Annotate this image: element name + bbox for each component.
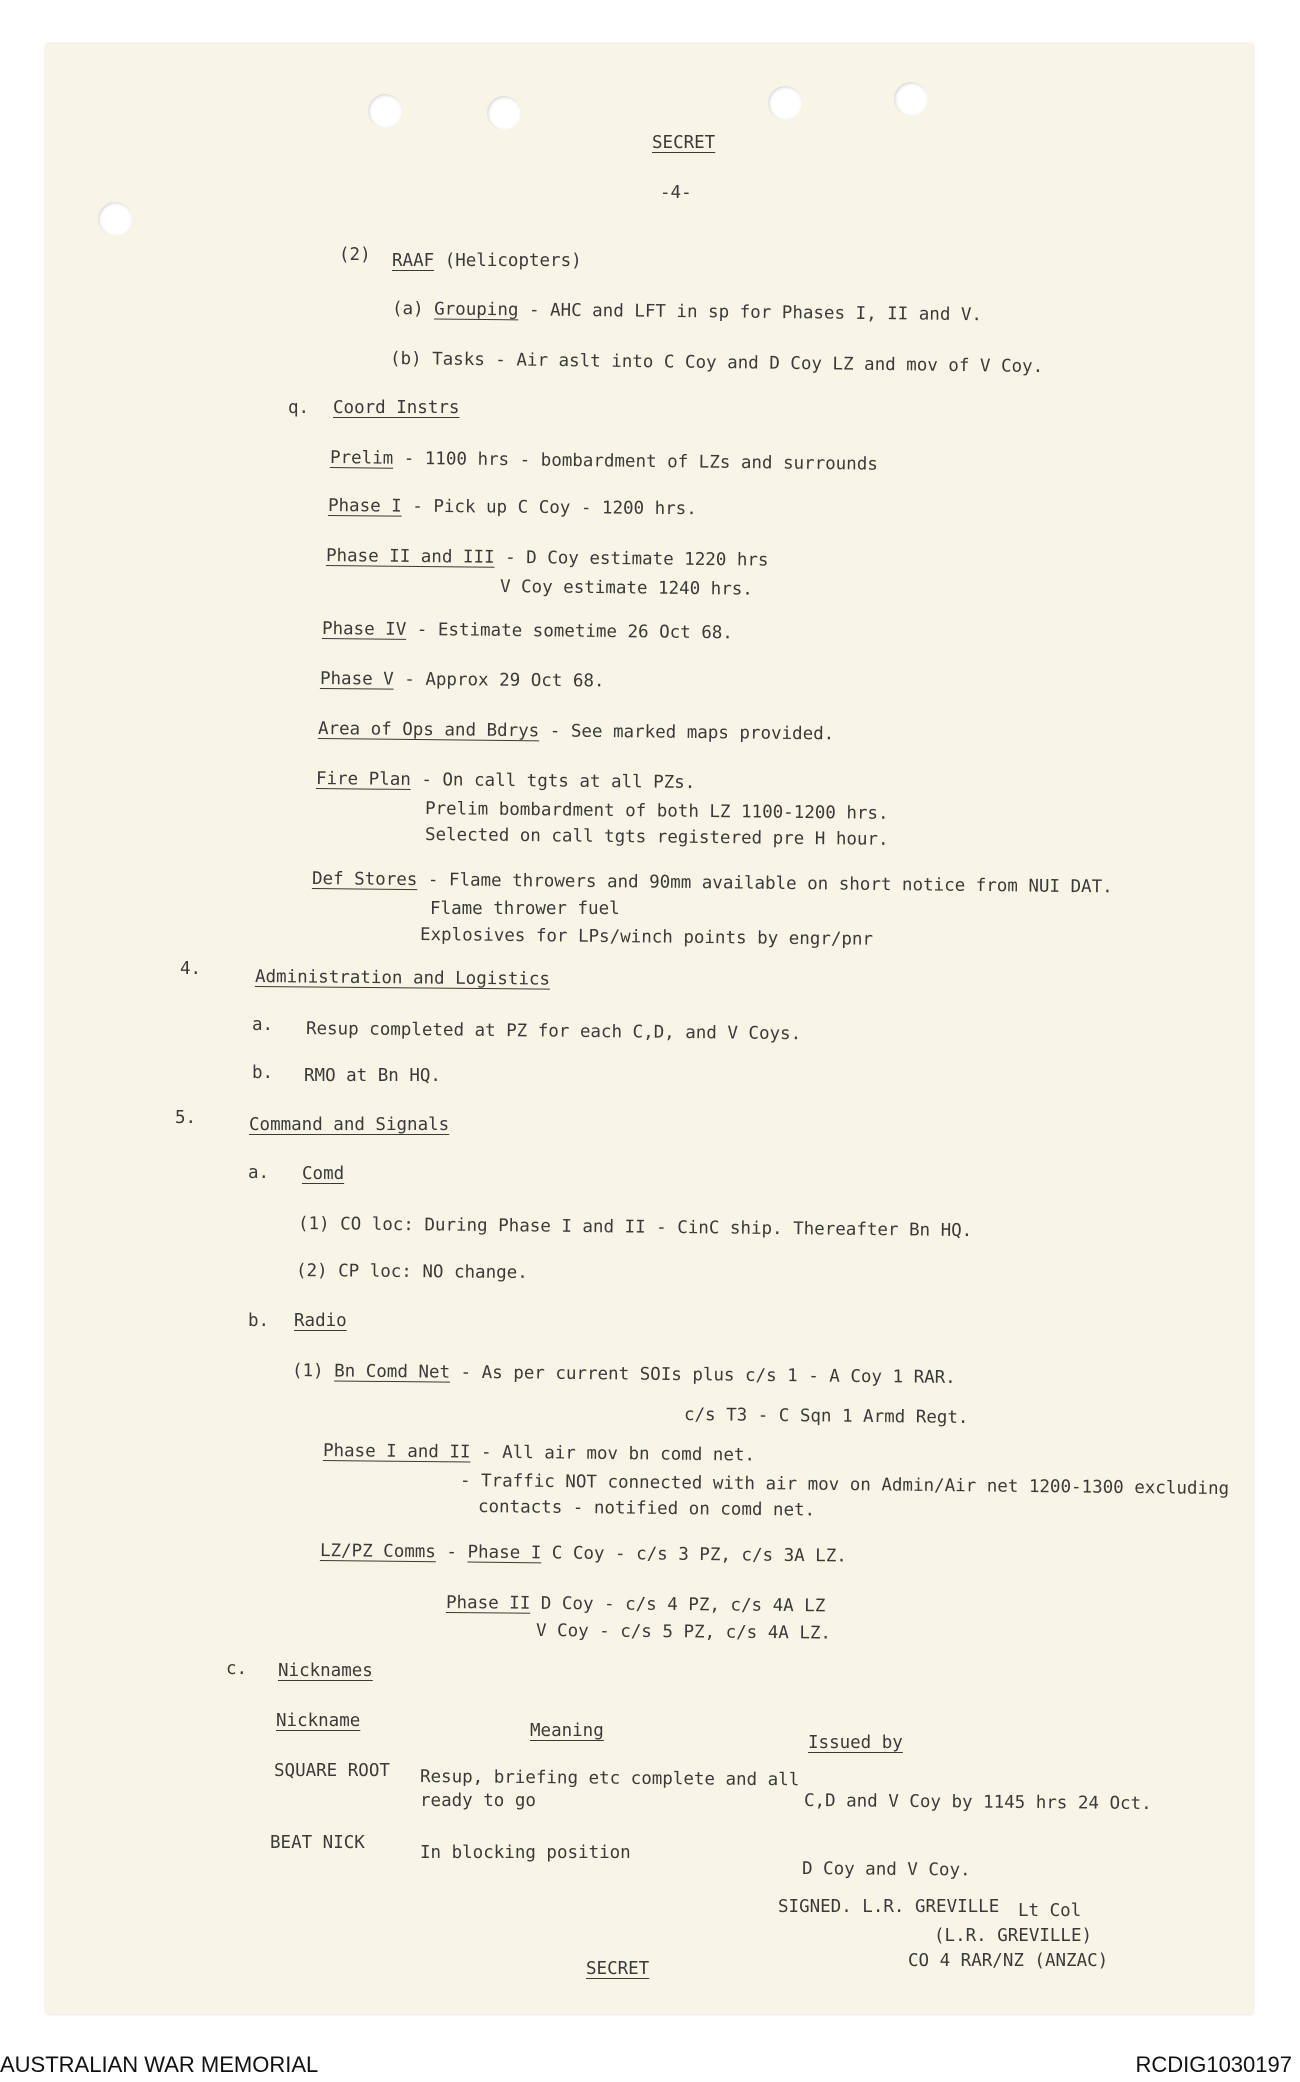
nickname-row-2-meaning: In blocking position <box>420 1843 631 1863</box>
radio-lz-phase-2-line2: V Coy - c/s 5 PZ, c/s 4A LZ. <box>535 1621 832 1644</box>
coord-item-def-stores-line3: Explosives for LPs/winch points by engr/pnr <box>419 925 874 950</box>
command-title: Command and Signals <box>249 1115 450 1135</box>
coord-item-phase-2-3-line2: V Coy estimate 1240 hrs. <box>499 577 753 600</box>
nickname-row-1-issued-by: C,D and V Coy by 1145 hrs 24 Oct. <box>803 1791 1152 1815</box>
admin-a-text: Resup completed at PZ for each C,D, and V Coys. <box>305 1019 802 1045</box>
comd-title: Comd <box>302 1164 345 1184</box>
page-number: -4- <box>660 183 692 203</box>
radio-bn-comd-net: (1) Bn Comd Net - As per current SOIs plus c/s 1 - A Coy 1 RAR. <box>291 1361 956 1388</box>
signature-name: (L.R. GREVILLE) <box>934 1926 1093 1946</box>
admin-b-letter: b. <box>252 1063 274 1083</box>
coord-item-phase-2-3: Phase II and III - D Coy estimate 1220 hrs <box>325 546 769 571</box>
footer-record-id: RCDIG1030197 <box>1135 2052 1292 2077</box>
nickname-row-1-meaning: Resup, briefing etc complete and all <box>419 1767 800 1791</box>
radio-bn-comd-net-line2: c/s T3 - C Sqn 1 Armd Regt. <box>683 1405 969 1428</box>
nicknames-header-meaning: Meaning <box>530 1721 604 1741</box>
punch-hole <box>768 86 802 120</box>
coord-item-def-stores: Def Stores - Flame throwers and 90mm available on short notice from NUI DAT. <box>311 869 1113 898</box>
nickname-row-2-name: BEAT NICK <box>270 1833 365 1853</box>
admin-b-text: RMO at Bn HQ. <box>304 1066 441 1086</box>
comd-item-1: (1) CO loc: During Phase I and II - CinC ship. Thereafter Bn HQ. <box>297 1214 973 1242</box>
punch-hole <box>368 94 402 128</box>
radio-lz-pz-comms: LZ/PZ Comms - Phase I C Coy - c/s 3 PZ, c/s 3A LZ. <box>319 1541 847 1567</box>
raaf-heading: RAAF (Helicopters) <box>392 251 582 271</box>
punch-hole <box>487 96 521 130</box>
admin-number: 4. <box>180 959 202 979</box>
classification-top: SECRET <box>652 133 716 153</box>
radio-title: Radio <box>294 1311 347 1331</box>
comd-item-2: (2) CP loc: NO change. <box>295 1261 528 1284</box>
signature-signed: SIGNED. L.R. GREVILLE <box>778 1897 1000 1917</box>
coord-item-area-ops: Area of Ops and Bdrys - See marked maps provided. <box>317 719 835 745</box>
raaf-grouping: (a) Grouping - AHC and LFT in sp for Phases I, II and V. <box>391 299 983 326</box>
comd-letter: a. <box>248 1163 270 1183</box>
raaf-number: (2) <box>339 245 371 265</box>
coord-letter: q. <box>288 398 310 418</box>
signature-unit: CO 4 RAR/NZ (ANZAC) <box>908 1951 1109 1971</box>
radio-phase-1-2-line3: contacts - notified on comd net. <box>477 1497 816 1521</box>
coord-title: Coord Instrs <box>333 398 460 418</box>
radio-lz-phase-2: Phase II D Coy - c/s 4 PZ, c/s 4A LZ <box>445 1593 826 1617</box>
admin-a-letter: a. <box>252 1015 274 1035</box>
admin-title: Administration and Logistics <box>254 967 551 990</box>
command-number: 5. <box>175 1108 197 1128</box>
nickname-row-1-name: SQUARE ROOT <box>274 1761 390 1781</box>
footer-archive-name: AUSTRALIAN WAR MEMORIAL <box>0 2052 319 2077</box>
punch-hole <box>894 82 928 116</box>
nicknames-header-issued-by: Issued by <box>808 1733 903 1753</box>
coord-item-prelim: Prelim - 1100 hrs - bombardment of LZs and surrounds <box>329 448 878 475</box>
nicknames-header-nickname: Nickname <box>276 1711 361 1731</box>
classification-bottom: SECRET <box>586 1959 650 1979</box>
raaf-tasks: (b) Tasks - Air aslt into C Coy and D Coy LZ and mov of V Coy. <box>389 349 1044 377</box>
radio-phase-1-2-line2: - Traffic NOT connected with air mov on Admin/Air net 1200-1300 excluding <box>459 1471 1230 1500</box>
signature-rank: Lt Col <box>1018 1901 1082 1921</box>
radio-letter: b. <box>248 1311 270 1331</box>
coord-item-fire-plan: Fire Plan - On call tgts at all PZs. <box>315 769 696 793</box>
nicknames-letter: c. <box>226 1659 248 1679</box>
nickname-row-2-issued-by: D Coy and V Coy. <box>801 1859 971 1881</box>
coord-item-phase-4: Phase IV - Estimate sometime 26 Oct 68. <box>321 619 734 644</box>
radio-phase-1-2: Phase I and II - All air mov bn comd net. <box>322 1441 756 1466</box>
coord-item-fire-plan-line2: Prelim bombardment of both LZ 1100-1200 hrs. <box>424 799 889 824</box>
coord-item-fire-plan-line3: Selected on call tgts registered pre H hour. <box>424 825 889 850</box>
punch-hole <box>98 202 132 236</box>
nickname-row-1-meaning-line2: ready to go <box>420 1791 536 1811</box>
coord-item-phase-5: Phase V - Approx 29 Oct 68. <box>319 669 605 692</box>
nicknames-title: Nicknames <box>278 1661 373 1681</box>
coord-item-phase-1: Phase I - Pick up C Coy - 1200 hrs. <box>327 496 697 520</box>
coord-item-def-stores-line2: Flame thrower fuel <box>430 899 620 919</box>
